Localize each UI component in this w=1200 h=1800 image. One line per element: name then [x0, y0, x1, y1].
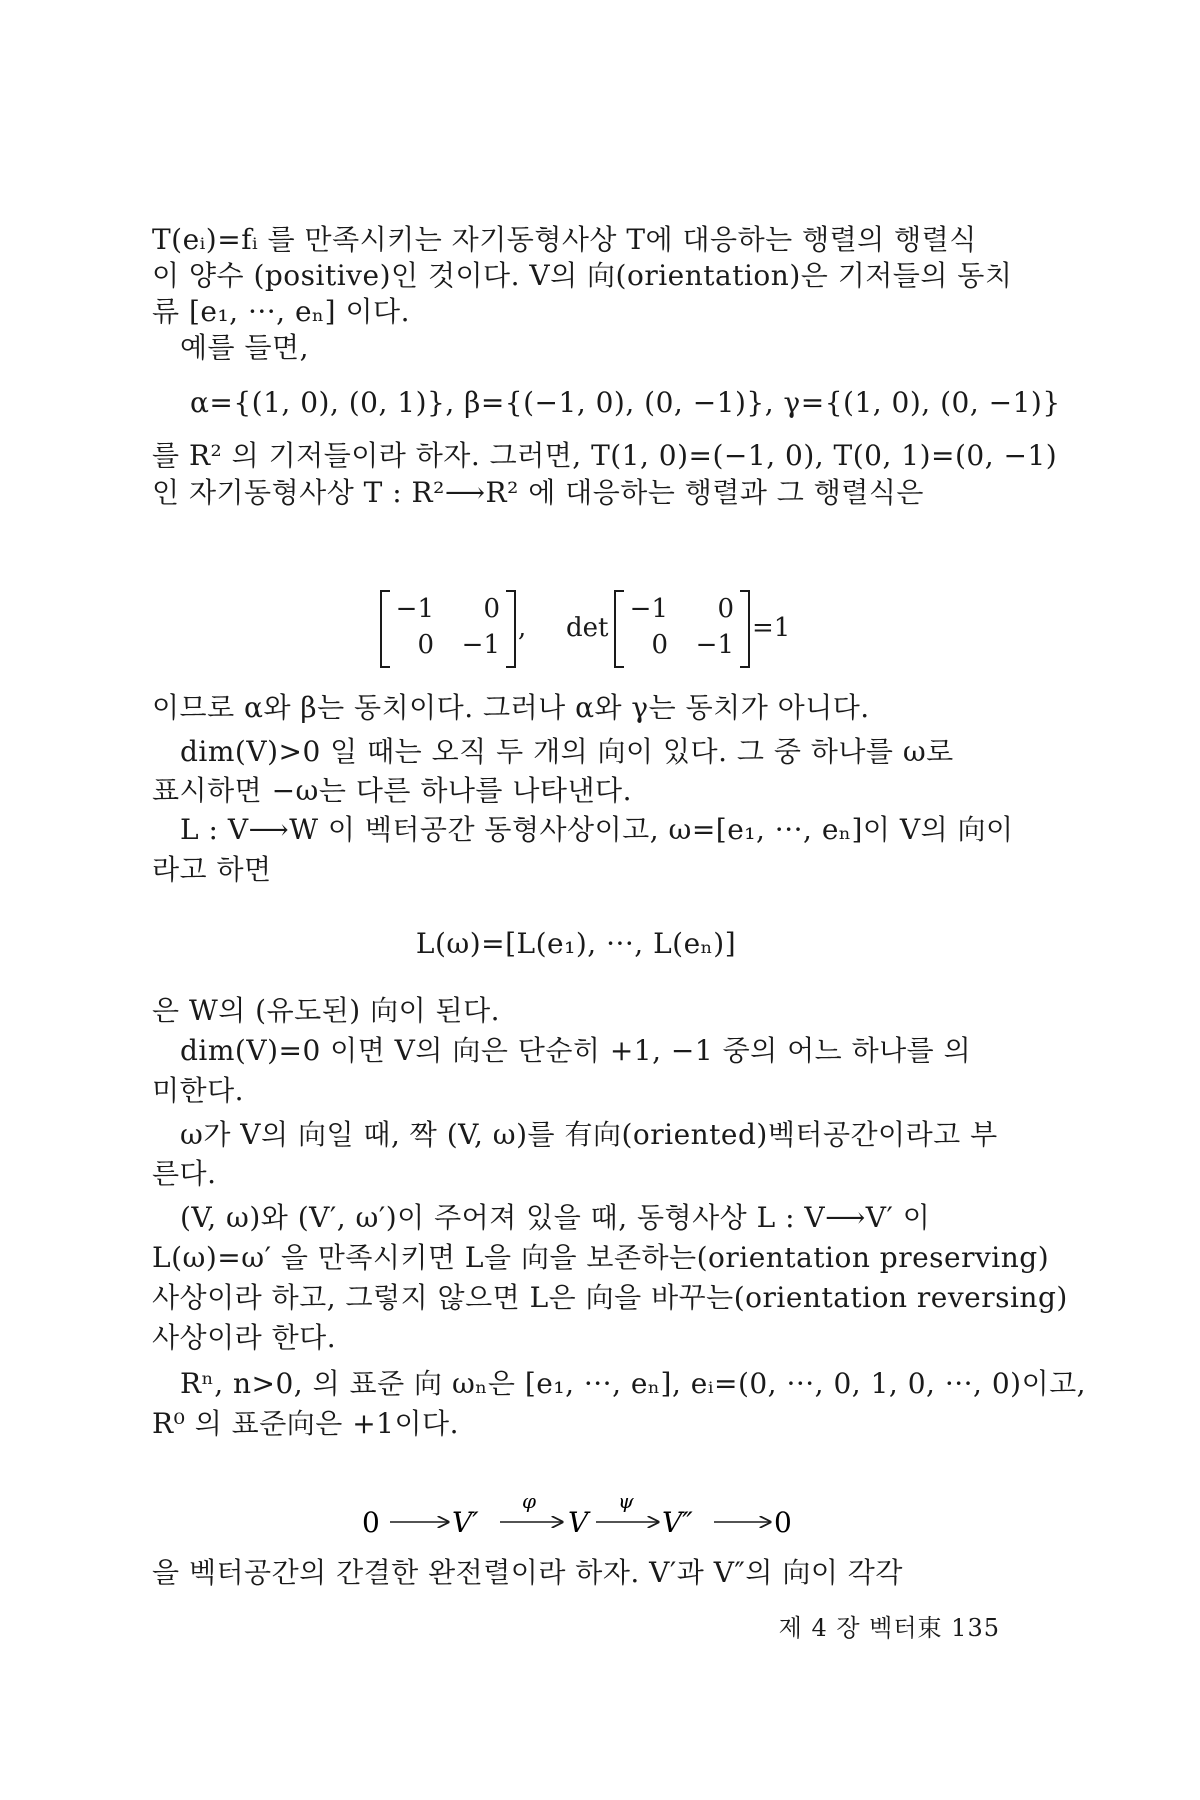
text-line: 미한다. — [152, 1074, 245, 1107]
text-line: 인 자기동형사상 T : R²⟶R² 에 대응하는 행렬과 그 행렬식은 — [152, 476, 924, 509]
seq-psi: ψ — [618, 1489, 634, 1513]
matrix-cell: 0 — [417, 630, 434, 660]
matrix-comma: , — [518, 613, 527, 643]
text-line: 른다. — [152, 1157, 217, 1190]
matrix-cell: 0 — [717, 594, 734, 624]
text-line: 을 벡터공간의 간결한 완전렬이라 하자. V′과 V″의 向이 각각 — [152, 1556, 903, 1589]
text-line: Rⁿ, n>0, 의 표준 向 ωₙ은 [e₁, ···, eₙ], eᵢ=(0, ···, 0, 1, 0, ···, 0)이고, — [180, 1367, 1087, 1400]
seq-v-prime: V′ — [452, 1506, 479, 1538]
equation-bases: α={(1, 0), (0, 1)}, β={(−1, 0), (0, −1)}, γ={(1, 0), (0, −1)} — [190, 386, 1061, 419]
page-footer: 제 4 장 벡터束 135 — [778, 1614, 1000, 1642]
text-line: L(ω)=ω′ 을 만족시키면 L을 向을 보존하는(orientation preserving) — [152, 1241, 1050, 1274]
seq-v-double-prime: V″ — [662, 1506, 693, 1538]
text-line: ω가 V의 向일 때, 짝 (V, ω)를 有向(oriented)벡터공간이라고 부 — [180, 1118, 998, 1151]
text-line: L : V⟶W 이 벡터공간 동형사상이고, ω=[e₁, ···, eₙ]이 V의 向이 — [180, 813, 1014, 846]
seq-zero-left: 0 — [362, 1506, 380, 1538]
text-line: 표시하면 −ω는 다른 하나를 나타낸다. — [152, 774, 632, 807]
matrix-cell: −1 — [461, 630, 500, 660]
matrix-cell: −1 — [695, 630, 734, 660]
text-line: R⁰ 의 표준向은 +1이다. — [152, 1407, 459, 1440]
text-line: 사상이라 하고, 그렇지 않으면 L은 向을 바꾸는(orientation reversing) — [152, 1281, 1068, 1314]
exact-sequence-arrows — [300, 1478, 900, 1538]
seq-v: V — [568, 1506, 589, 1538]
text-line: 은 W의 (유도된) 向이 된다. — [152, 994, 501, 1027]
seq-phi: φ — [522, 1489, 537, 1513]
matrix — [380, 588, 516, 668]
text-line: 사상이라 한다. — [152, 1321, 337, 1354]
seq-zero-right: 0 — [774, 1506, 792, 1538]
matrix-cell: 0 — [651, 630, 668, 660]
text-line: 라고 하면 — [152, 853, 272, 886]
det-label: det — [566, 613, 609, 643]
det-value: =1 — [752, 613, 791, 643]
text-line: 예를 들면, — [180, 331, 309, 364]
matrix-equation — [380, 588, 820, 668]
text-line: T(eᵢ)=fᵢ 를 만족시키는 자기동형사상 T에 대응하는 행렬의 행렬식 — [152, 223, 977, 256]
equation-induced-orientation: L(ω)=[L(e₁), ···, L(eₙ)] — [415, 927, 737, 960]
text-line: (V, ω)와 (V′, ω′)이 주어져 있을 때, 동형사상 L : V⟶V′ 이 — [180, 1201, 931, 1234]
matrix-cell: −1 — [629, 594, 668, 624]
text-line: 를 R² 의 기저들이라 하자. 그러면, T(1, 0)=(−1, 0), T(0, 1)=(0, −1) — [152, 439, 1058, 472]
exact-sequence — [300, 1478, 900, 1538]
det-matrix — [614, 588, 750, 668]
text-line: dim(V)>0 일 때는 오직 두 개의 向이 있다. 그 중 하나를 ω로 — [180, 735, 954, 768]
text-line: 류 [e₁, ···, eₙ] 이다. — [152, 295, 410, 328]
text-line: 이므로 α와 β는 동치이다. 그러나 α와 γ는 동치가 아니다. — [152, 691, 870, 724]
text-line: 이 양수 (positive)인 것이다. V의 向(orientation)은 기저들의 동치 — [152, 259, 1013, 292]
text-line: dim(V)=0 이면 V의 向은 단순히 +1, −1 중의 어느 하나를 의 — [180, 1034, 972, 1067]
matrix-cell: 0 — [483, 594, 500, 624]
matrix-cell: −1 — [395, 594, 434, 624]
